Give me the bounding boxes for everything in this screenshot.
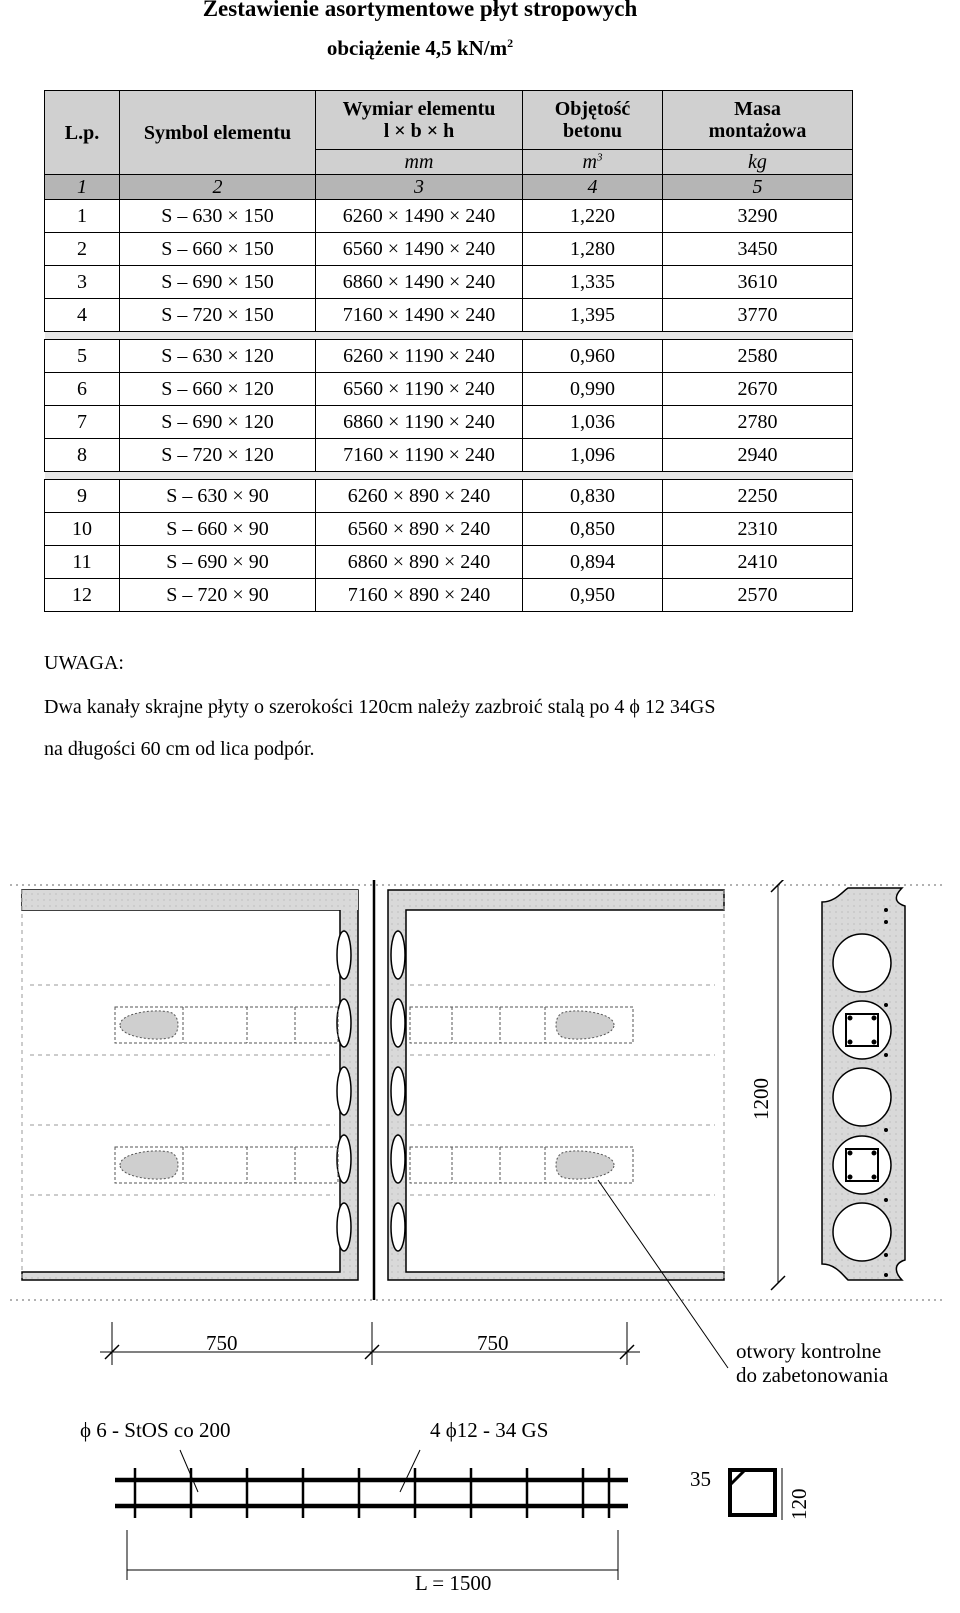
cell-volume: 0,950 <box>523 579 663 612</box>
cell-dimensions: 6860 × 1190 × 240 <box>316 406 523 439</box>
header-wymiar-line2: l × b × h <box>383 120 455 142</box>
cell-volume: 0,850 <box>523 513 663 546</box>
detail-side-label: 35 <box>690 1467 711 1491</box>
stirrup-label: ϕ 6 - StOS co 200 <box>80 1418 231 1442</box>
table-row <box>45 200 853 233</box>
cell-lp: 8 <box>45 439 120 472</box>
cell-volume: 0,960 <box>523 340 663 373</box>
subtitle-text: obciążenie 4,5 kN/m <box>326 36 508 60</box>
note-heading: UWAGA: <box>44 652 124 674</box>
slab-reinforcement-drawing <box>0 880 960 1613</box>
cell-symbol: S – 630 × 150 <box>120 200 316 233</box>
column-number: 2 <box>120 175 316 200</box>
cell-lp: 11 <box>45 546 120 579</box>
cell-symbol: S – 720 × 90 <box>120 579 316 612</box>
page-title: Zestawienie asortymentowe płyt stropowych <box>202 0 638 21</box>
cell-dimensions: 6560 × 890 × 240 <box>316 513 523 546</box>
cell-symbol: S – 720 × 120 <box>120 439 316 472</box>
unit-wymiar: mm <box>316 150 523 175</box>
header-masa <box>663 91 853 150</box>
cell-dimensions: 6260 × 1190 × 240 <box>316 340 523 373</box>
cell-dimensions: 6860 × 890 × 240 <box>316 546 523 579</box>
cell-lp: 1 <box>45 200 120 233</box>
callout-label-line1: otwory kontrolne <box>736 1339 882 1363</box>
cell-volume: 1,335 <box>523 266 663 299</box>
bars-label: 4 ϕ12 - 34 GS <box>430 1418 549 1442</box>
table-row <box>45 266 853 299</box>
cell-symbol: S – 690 × 120 <box>120 406 316 439</box>
table-row <box>45 233 853 266</box>
cell-lp: 3 <box>45 266 120 299</box>
page-subtitle <box>0 36 840 61</box>
cell-mass: 2570 <box>663 579 853 612</box>
cell-lp: 5 <box>45 340 120 373</box>
callout-label-line2: do zabetonowania <box>736 1363 889 1387</box>
header-wymiar <box>316 91 523 150</box>
cell-lp: 9 <box>45 480 120 513</box>
table-row <box>45 373 853 406</box>
group-separator-cell <box>45 332 853 340</box>
slab-cross-section <box>749 880 905 1290</box>
table-row <box>45 480 853 513</box>
cell-dimensions: 7160 × 890 × 240 <box>316 579 523 612</box>
slab-plan-view <box>10 880 945 1300</box>
note-line-1: Dwa kanały skrajne płyty o szerokości 120cm należy zazbroić stalą po 4 ϕ 12 34GS <box>44 696 716 718</box>
cell-dimensions: 6560 × 1190 × 240 <box>316 373 523 406</box>
cell-volume: 1,096 <box>523 439 663 472</box>
header-symbol: Symbol elementu <box>120 91 316 175</box>
cell-volume: 1,036 <box>523 406 663 439</box>
cell-dimensions: 6260 × 890 × 240 <box>316 480 523 513</box>
table-row <box>45 513 853 546</box>
cell-lp: 10 <box>45 513 120 546</box>
cell-dimensions: 6260 × 1490 × 240 <box>316 200 523 233</box>
cell-mass: 3610 <box>663 266 853 299</box>
cell-symbol: S – 660 × 90 <box>120 513 316 546</box>
assortment-table <box>44 90 853 612</box>
cell-mass: 2250 <box>663 480 853 513</box>
reinforcement-cage-elevation <box>80 1418 628 1595</box>
cell-volume: 0,830 <box>523 480 663 513</box>
header-objetosc-line2: betonu <box>563 120 622 142</box>
group-separator <box>45 332 853 340</box>
table-row <box>45 299 853 332</box>
cell-lp: 7 <box>45 406 120 439</box>
cell-volume: 0,990 <box>523 373 663 406</box>
cell-lp: 2 <box>45 233 120 266</box>
table-row <box>45 546 853 579</box>
cell-lp: 12 <box>45 579 120 612</box>
cell-symbol: S – 720 × 150 <box>120 299 316 332</box>
dimension-right-label: 750 <box>477 1331 509 1355</box>
column-number: 5 <box>663 175 853 200</box>
dimension-left-label: 750 <box>206 1331 238 1355</box>
cell-mass: 2410 <box>663 546 853 579</box>
header-objetosc <box>523 91 663 150</box>
cell-volume: 1,220 <box>523 200 663 233</box>
cell-symbol: S – 630 × 120 <box>120 340 316 373</box>
cell-lp: 4 <box>45 299 120 332</box>
cell-mass: 3450 <box>663 233 853 266</box>
cell-mass: 2940 <box>663 439 853 472</box>
group-separator <box>45 472 853 480</box>
header-lp: L.p. <box>45 91 120 175</box>
cell-mass: 2780 <box>663 406 853 439</box>
cell-symbol: S – 690 × 90 <box>120 546 316 579</box>
cell-lp: 6 <box>45 373 120 406</box>
unit-objetosc-text: m <box>582 151 597 173</box>
cell-dimensions: 6560 × 1490 × 240 <box>316 233 523 266</box>
length-label: L = 1500 <box>415 1571 492 1595</box>
cell-mass: 3770 <box>663 299 853 332</box>
cell-mass: 2580 <box>663 340 853 373</box>
cell-mass: 2670 <box>663 373 853 406</box>
note-line-2: na długości 60 cm od lica podpór. <box>44 738 315 760</box>
subtitle-superscript: 2 <box>507 36 514 50</box>
unit-objetosc-sup: 3 <box>596 151 603 164</box>
table-row <box>45 340 853 373</box>
header-masa-line2: montażowa <box>708 120 807 142</box>
cell-dimensions: 7160 × 1190 × 240 <box>316 439 523 472</box>
unit-masa: kg <box>663 150 853 175</box>
header-wymiar-line1: Wymiar elementu <box>342 98 496 120</box>
cell-mass: 2310 <box>663 513 853 546</box>
cell-symbol: S – 660 × 150 <box>120 233 316 266</box>
column-number: 3 <box>316 175 523 200</box>
table-row <box>45 439 853 472</box>
column-number: 4 <box>523 175 663 200</box>
header-objetosc-line1: Objętość <box>554 98 631 120</box>
cell-dimensions: 6860 × 1490 × 240 <box>316 266 523 299</box>
cell-volume: 1,395 <box>523 299 663 332</box>
cell-symbol: S – 630 × 90 <box>120 480 316 513</box>
cell-dimensions: 7160 × 1490 × 240 <box>316 299 523 332</box>
cell-symbol: S – 660 × 120 <box>120 373 316 406</box>
column-number: 1 <box>45 175 120 200</box>
stirrup-detail <box>690 1467 811 1520</box>
header-masa-line1: Masa <box>734 98 781 120</box>
cell-symbol: S – 690 × 150 <box>120 266 316 299</box>
group-separator-cell <box>45 472 853 480</box>
table-row <box>45 406 853 439</box>
cell-volume: 0,894 <box>523 546 663 579</box>
height-dimension-label: 1200 <box>749 1078 773 1120</box>
cell-mass: 3290 <box>663 200 853 233</box>
unit-objetosc <box>523 150 663 175</box>
table-row <box>45 579 853 612</box>
cell-volume: 1,280 <box>523 233 663 266</box>
detail-height-label: 120 <box>787 1488 811 1520</box>
dimension-lines <box>100 1322 640 1365</box>
